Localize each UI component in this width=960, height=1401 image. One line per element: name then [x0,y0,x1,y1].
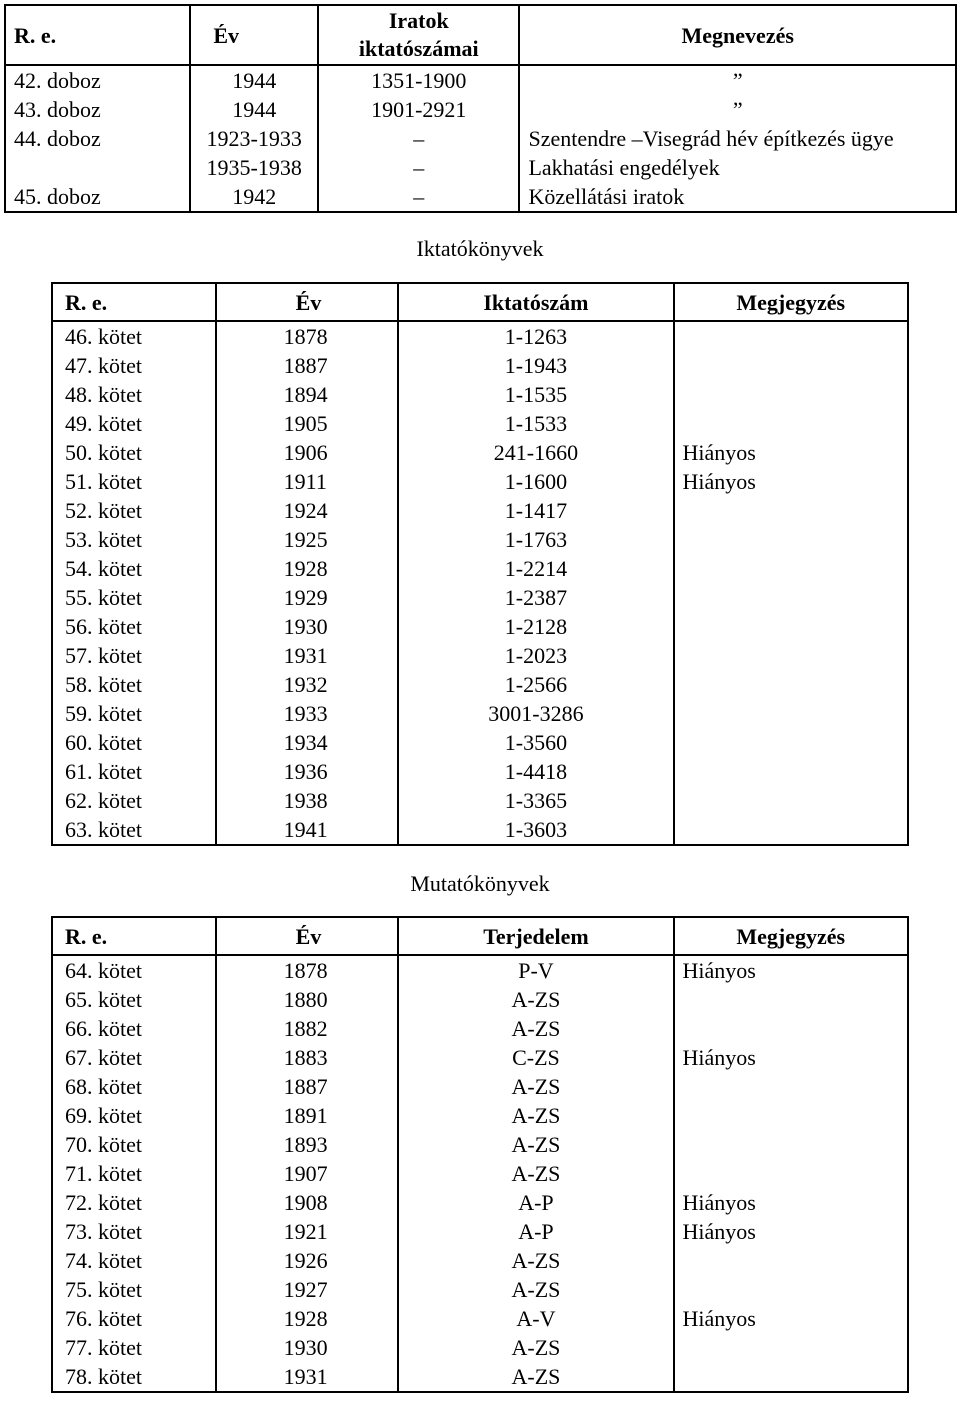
cell-ev: 1926 [216,1246,399,1275]
cell-megjegyzes: Hiányos [674,1188,908,1217]
cell-value: 1-1535 [398,380,673,409]
cell-ev: 1907 [216,1159,399,1188]
cell-re: 68. kötet [52,1072,216,1101]
cell-re: 77. kötet [52,1333,216,1362]
cell-re: 42. doboz [5,65,190,95]
table-row [52,985,908,1014]
table-row [52,955,908,985]
cell-re: 70. kötet [52,1130,216,1159]
cell-value: 3001-3286 [398,699,673,728]
cell-ev: 1924 [216,496,399,525]
cell-ev: 1891 [216,1101,399,1130]
cell-megnevezes: ” [519,95,956,124]
cell-re: 76. kötet [52,1304,216,1333]
cell-megjegyzes [674,380,908,409]
header-iktatoszam: Iktatószám [398,283,673,321]
cell-value: A-ZS [398,1333,673,1362]
header-ev: Év [216,917,399,955]
table-row [52,1043,908,1072]
cell-megjegyzes [674,670,908,699]
cell-ev: 1930 [216,612,399,641]
cell-value: 1-2387 [398,583,673,612]
cell-ev: 1878 [216,955,399,985]
table-row [52,554,908,583]
cell-megnevezes: ” [519,65,956,95]
cell-ev: 1934 [216,728,399,757]
cell-megjegyzes [674,1072,908,1101]
cell-megjegyzes [674,699,908,728]
table-row [52,1130,908,1159]
cell-ev: 1942 [190,182,318,212]
cell-value: A-ZS [398,1014,673,1043]
header-ev: Év [190,5,318,65]
cell-value: 1-2566 [398,670,673,699]
cell-re: 61. kötet [52,757,216,786]
cell-re: 43. doboz [5,95,190,124]
cell-ev: 1883 [216,1043,399,1072]
cell-megjegyzes [674,1362,908,1392]
cell-re: 71. kötet [52,1159,216,1188]
cell-ev: 1882 [216,1014,399,1043]
cell-ev: 1932 [216,670,399,699]
cell-megjegyzes: Hiányos [674,955,908,985]
cell-value: A-ZS [398,1246,673,1275]
cell-megnevezes: Szentendre –Visegrád hév építkezés ügye [519,124,956,153]
cell-megjegyzes [674,757,908,786]
cell-re: 49. kötet [52,409,216,438]
cell-re: 51. kötet [52,467,216,496]
table-row [52,496,908,525]
cell-value: A-ZS [398,1101,673,1130]
table-row [52,525,908,554]
table-row [52,351,908,380]
table-row [52,380,908,409]
iktatokonyvek-table [51,282,909,846]
table-row [52,321,908,351]
cell-value: 1-1263 [398,321,673,351]
header-re: R. e. [52,283,216,321]
cell-value: A-V [398,1304,673,1333]
cell-ev: 1921 [216,1217,399,1246]
cell-value: A-ZS [398,1362,673,1392]
cell-iktato: – [318,124,519,153]
cell-megjegyzes [674,1246,908,1275]
cell-megjegyzes [674,1130,908,1159]
cell-re: 45. doboz [5,182,190,212]
cell-ev: 1905 [216,409,399,438]
cell-ev: 1930 [216,1333,399,1362]
cell-megjegyzes [674,1333,908,1362]
table-row [52,1101,908,1130]
cell-value: A-P [398,1217,673,1246]
cell-megjegyzes [674,583,908,612]
cell-re: 52. kötet [52,496,216,525]
cell-megjegyzes [674,1014,908,1043]
table-row [52,1217,908,1246]
cell-ev: 1938 [216,786,399,815]
cell-value: 241-1660 [398,438,673,467]
table-row [52,1304,908,1333]
table-row [52,1275,908,1304]
table-row [52,815,908,845]
table-header-row [52,917,908,955]
cell-re: 47. kötet [52,351,216,380]
header-terjedelem: Terjedelem [398,917,673,955]
cell-megjegyzes [674,409,908,438]
cell-megjegyzes [674,321,908,351]
table-row [52,612,908,641]
cell-value: 1-3603 [398,815,673,845]
mutatokonyvek-table [51,916,909,1393]
table-row [52,670,908,699]
cell-megjegyzes [674,1101,908,1130]
cell-value: 1-3560 [398,728,673,757]
cell-re: 48. kötet [52,380,216,409]
table-row [5,65,956,95]
cell-megjegyzes: Hiányos [674,1217,908,1246]
cell-ev: 1925 [216,525,399,554]
cell-value: 1-2214 [398,554,673,583]
table-row [5,124,956,153]
header-ev: Év [216,283,399,321]
cell-re: 73. kötet [52,1217,216,1246]
table-row [52,1246,908,1275]
cell-value: A-ZS [398,1130,673,1159]
header-iratok-line1: Iratok [388,8,449,33]
cell-megjegyzes [674,1159,908,1188]
cell-re: 72. kötet [52,1188,216,1217]
cell-iktato: – [318,182,519,212]
cell-ev: 1894 [216,380,399,409]
boxes-table [4,4,957,213]
cell-ev: 1911 [216,467,399,496]
cell-megjegyzes [674,554,908,583]
header-iratok [318,5,519,65]
cell-value: 1-1763 [398,525,673,554]
cell-iktato: 1901-2921 [318,95,519,124]
cell-ev: 1887 [216,351,399,380]
table-row [52,757,908,786]
cell-megjegyzes [674,985,908,1014]
cell-re: 62. kötet [52,786,216,815]
cell-ev: 1923-1933 [190,124,318,153]
cell-ev: 1927 [216,1275,399,1304]
cell-re: 78. kötet [52,1362,216,1392]
cell-value: 1-2023 [398,641,673,670]
cell-ev: 1878 [216,321,399,351]
cell-re: 63. kötet [52,815,216,845]
cell-ev: 1944 [190,65,318,95]
header-megjegyzes: Megjegyzés [674,917,908,955]
cell-ev: 1931 [216,641,399,670]
table-row [52,641,908,670]
cell-re: 55. kötet [52,583,216,612]
table-row [52,438,908,467]
cell-re [5,153,190,182]
table-row [52,1362,908,1392]
cell-value: A-P [398,1188,673,1217]
cell-megjegyzes: Hiányos [674,438,908,467]
cell-re: 54. kötet [52,554,216,583]
cell-value: 1-2128 [398,612,673,641]
cell-value: 1-1600 [398,467,673,496]
cell-ev: 1935-1938 [190,153,318,182]
header-re: R. e. [52,917,216,955]
table-row [52,1188,908,1217]
cell-value: A-ZS [398,1275,673,1304]
header-iratok-line2: iktatószámai [358,36,479,61]
cell-value: 1-4418 [398,757,673,786]
cell-ev: 1928 [216,554,399,583]
cell-re: 56. kötet [52,612,216,641]
table-row [52,1333,908,1362]
cell-megjegyzes [674,496,908,525]
cell-re: 66. kötet [52,1014,216,1043]
cell-megjegyzes: Hiányos [674,1304,908,1333]
table-row [52,1072,908,1101]
cell-ev: 1931 [216,1362,399,1392]
cell-re: 46. kötet [52,321,216,351]
section-title-mutatokonyvek: Mutatókönyvek [410,871,550,896]
table-row [5,95,956,124]
cell-re: 44. doboz [5,124,190,153]
header-megnevezes: Megnevezés [519,5,956,65]
cell-value: A-ZS [398,985,673,1014]
cell-megjegyzes [674,351,908,380]
cell-ev: 1929 [216,583,399,612]
cell-re: 69. kötet [52,1101,216,1130]
cell-re: 65. kötet [52,985,216,1014]
cell-re: 58. kötet [52,670,216,699]
cell-ev: 1906 [216,438,399,467]
table-row [52,583,908,612]
header-re: R. e. [5,5,190,65]
table-row [52,1014,908,1043]
table-header-row [5,5,956,65]
cell-megjegyzes [674,525,908,554]
cell-re: 64. kötet [52,955,216,985]
cell-re: 57. kötet [52,641,216,670]
cell-re: 59. kötet [52,699,216,728]
table-row [52,728,908,757]
cell-ev: 1944 [190,95,318,124]
table-row [52,1159,908,1188]
cell-ev: 1933 [216,699,399,728]
cell-ev: 1928 [216,1304,399,1333]
section-title-iktatokonyvek: Iktatókönyvek [416,236,544,261]
cell-ev: 1908 [216,1188,399,1217]
cell-value: A-ZS [398,1072,673,1101]
cell-megnevezes: Lakhatási engedélyek [519,153,956,182]
cell-megjegyzes [674,815,908,845]
mutatokonyvek-body [52,955,908,1392]
cell-re: 53. kötet [52,525,216,554]
cell-value: 1-1943 [398,351,673,380]
cell-iktato: 1351-1900 [318,65,519,95]
cell-megjegyzes [674,786,908,815]
cell-re: 60. kötet [52,728,216,757]
cell-value: 1-1533 [398,409,673,438]
cell-value: P-V [398,955,673,985]
table-row [5,182,956,212]
cell-ev: 1936 [216,757,399,786]
table-row [52,409,908,438]
cell-ev: 1880 [216,985,399,1014]
table-row [5,153,956,182]
cell-re: 50. kötet [52,438,216,467]
cell-iktato: – [318,153,519,182]
cell-megjegyzes [674,1275,908,1304]
cell-value: 1-1417 [398,496,673,525]
iktatokonyvek-body [52,321,908,845]
header-megjegyzes: Megjegyzés [674,283,908,321]
cell-megjegyzes: Hiányos [674,467,908,496]
cell-ev: 1887 [216,1072,399,1101]
cell-re: 74. kötet [52,1246,216,1275]
table-row [52,786,908,815]
cell-value: 1-3365 [398,786,673,815]
cell-re: 67. kötet [52,1043,216,1072]
cell-ev: 1893 [216,1130,399,1159]
table-row [52,467,908,496]
cell-value: C-ZS [398,1043,673,1072]
table-header-row [52,283,908,321]
cell-megnevezes: Közellátási iratok [519,182,956,212]
cell-ev: 1941 [216,815,399,845]
cell-megjegyzes [674,641,908,670]
cell-megjegyzes [674,728,908,757]
cell-megjegyzes: Hiányos [674,1043,908,1072]
table-row [52,699,908,728]
cell-re: 75. kötet [52,1275,216,1304]
cell-megjegyzes [674,612,908,641]
cell-value: A-ZS [398,1159,673,1188]
